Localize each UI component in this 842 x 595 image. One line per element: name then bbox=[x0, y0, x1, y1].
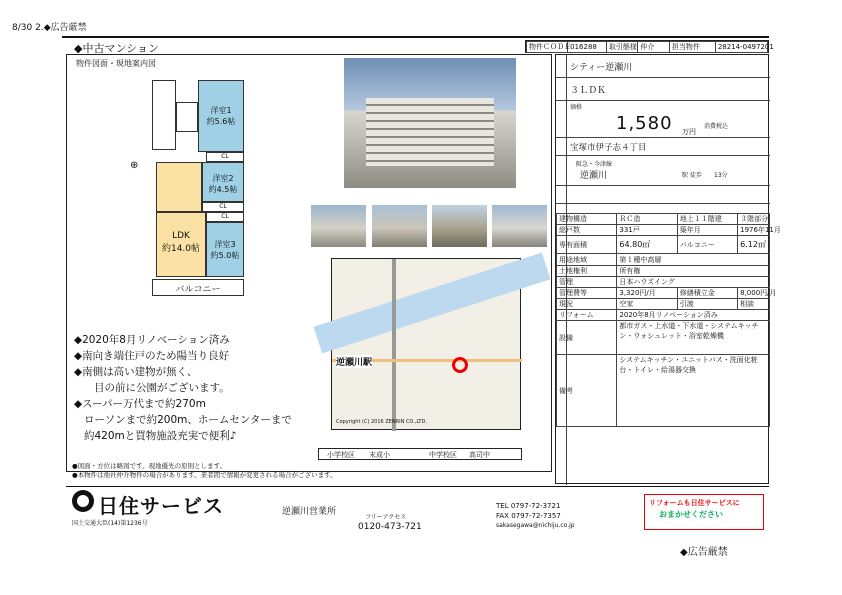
ldk-name: LDK bbox=[172, 231, 190, 241]
property-marker-icon bbox=[452, 357, 468, 373]
floors-label: 地上１１階建 bbox=[677, 214, 737, 225]
closet-1: CL bbox=[206, 152, 244, 162]
type-label: 取引態様 bbox=[606, 42, 638, 53]
location-map bbox=[331, 258, 521, 430]
closet-2: CL bbox=[202, 202, 244, 212]
room2-size: 約4.5帖 bbox=[208, 185, 238, 194]
property-code: 016288 bbox=[568, 42, 607, 53]
elementary-label: 小学校区 bbox=[327, 451, 355, 459]
train-line: 阪急・今津線 bbox=[576, 161, 613, 168]
feature-item: 目の前に公園がございます。 bbox=[94, 382, 230, 394]
company-name: 日住サービス bbox=[98, 494, 224, 518]
ldk-size: 約14.0帖 bbox=[161, 244, 201, 254]
spec-grid bbox=[556, 213, 781, 427]
zoning-value: 第１種中高層 bbox=[617, 254, 770, 266]
fee-value: 3,320円/月 bbox=[617, 288, 677, 299]
units-label: 総戸数 bbox=[557, 225, 617, 236]
divider bbox=[556, 137, 770, 138]
balcony-label: バルコニー bbox=[677, 236, 737, 254]
date-header bbox=[12, 20, 87, 33]
room-western-1 bbox=[198, 80, 244, 152]
price-label: 価格 bbox=[570, 104, 583, 111]
note-line: ●本物件は他社仲介物件の場合があります。業者間で情報が変更される場合がございます。 bbox=[72, 471, 337, 479]
handover-label: 引渡 bbox=[677, 299, 737, 310]
feature-item: ローソンまで約200m、ホームセンターまで bbox=[84, 414, 292, 426]
built-label: 築年月 bbox=[677, 225, 737, 236]
date-text: 8/30 bbox=[12, 23, 33, 33]
room-western-3 bbox=[206, 222, 244, 277]
item-number: 2. bbox=[35, 23, 44, 33]
thumbnail-photo-4 bbox=[492, 205, 547, 247]
free-dial-number: 0120-473-721 bbox=[358, 522, 422, 532]
station-label: 逆瀬川駅 bbox=[336, 355, 372, 368]
elementary-value: 末成小 bbox=[369, 451, 390, 459]
room1-size: 約5.6帖 bbox=[206, 117, 236, 126]
feature-item: 約420mと買物施設充実で便利♪ bbox=[84, 430, 237, 442]
reform-label: リフォーム bbox=[557, 310, 617, 321]
floorplan-title: 物件図面・現地案内図 bbox=[76, 59, 156, 68]
fee-label: 管理費等 bbox=[557, 288, 617, 299]
fax-number: 0797-72-7357 bbox=[511, 512, 561, 520]
features-list bbox=[74, 332, 314, 444]
land-right-label: 土地権利 bbox=[557, 266, 617, 277]
structure-label: 建物構造 bbox=[557, 214, 617, 225]
remarks-value: システムキッチン・ユニットバス・洗面化粧台・トイレ・給湯器交換 bbox=[617, 355, 770, 427]
equipment-value: 都市ガス・上水道・下水道・システムキッチン・ウォシュレット・浴室乾燥機 bbox=[617, 321, 770, 355]
confidential-label-bottom: ◆広告厳禁 bbox=[680, 547, 728, 558]
ad-line-2: おまかせください bbox=[659, 510, 723, 519]
room1-name: 洋室1 bbox=[210, 106, 232, 115]
land-right-value: 所有権 bbox=[617, 266, 770, 277]
divider bbox=[556, 100, 770, 101]
reform-value: 2020年8月リノベーション済み bbox=[617, 310, 770, 321]
area-label: 専有面積 bbox=[557, 236, 617, 254]
divider bbox=[556, 203, 770, 204]
room3-size: 約5.0帖 bbox=[210, 251, 240, 260]
floor-plan-type: ３ＬＤＫ bbox=[570, 86, 607, 96]
price-value: 1,580 bbox=[616, 113, 673, 134]
ad-line-1: リフォームも日住サービスに bbox=[649, 499, 740, 507]
thumbnail-photo-1 bbox=[311, 205, 366, 247]
structure-value: ＲＣ造 bbox=[617, 214, 677, 225]
company-logo-icon bbox=[72, 490, 94, 512]
details-panel bbox=[555, 54, 781, 484]
free-dial-label: フリーアクセス bbox=[365, 514, 407, 521]
room3-name: 洋室3 bbox=[214, 240, 236, 249]
entrance-area bbox=[152, 80, 176, 150]
handover-value: 相談 bbox=[738, 299, 770, 310]
note-line: ●図面・方位は略図です。現地優先の原則とします。 bbox=[72, 462, 227, 470]
feature-item: ◆2020年8月リノベーション済み bbox=[74, 334, 230, 346]
units-value: 331戸 bbox=[617, 225, 677, 236]
equipment-label: 設備 bbox=[557, 321, 617, 355]
property-name: シティー逆瀬川 bbox=[570, 63, 633, 73]
built-value: 1976年11月 bbox=[738, 225, 770, 236]
feature-item: ◆南向き端住戸のため陽当り良好 bbox=[74, 350, 230, 362]
license-number: 国土交通大臣(14)第1236号 bbox=[72, 520, 148, 527]
reserve-label: 修繕積立金 bbox=[677, 288, 737, 299]
status-label: 現況 bbox=[557, 299, 617, 310]
rail-line bbox=[392, 259, 396, 431]
manager-value: 28214-0497201 bbox=[715, 42, 767, 53]
building-facade bbox=[366, 98, 494, 166]
walk-time: 13分 bbox=[714, 172, 728, 179]
feature-item: ◆南側は高い建物が無く、 bbox=[74, 366, 198, 378]
manage-value: 日本ハウズイング bbox=[617, 277, 770, 288]
tel-line: TEL 0797-72-3721 bbox=[496, 502, 561, 510]
divider bbox=[556, 77, 770, 78]
thumbnail-photo-3 bbox=[432, 205, 487, 247]
manage-label: 管理 bbox=[557, 277, 617, 288]
branch-name: 逆瀬川営業所 bbox=[282, 507, 337, 517]
confidential-label-top: ◆広告厳禁 bbox=[43, 23, 87, 33]
type-value: 仲介 bbox=[638, 42, 670, 53]
reserve-value: 8,000円/月 bbox=[738, 288, 770, 299]
nearest-station: 逆瀬川 bbox=[580, 171, 608, 181]
thumbnail-photo-2 bbox=[372, 205, 427, 247]
code-strip bbox=[525, 40, 774, 53]
manager-label: 担当物件 bbox=[669, 42, 715, 53]
footer-rule bbox=[66, 486, 769, 487]
balcony: バルコニー bbox=[152, 279, 244, 296]
tax-note: 消費税込 bbox=[704, 123, 729, 130]
building-photo bbox=[344, 58, 516, 188]
address: 宝塚市伊子志４丁目 bbox=[570, 143, 647, 153]
fax-line: FAX 0797-72-7357 bbox=[496, 512, 561, 520]
floor-value: ３階部分 bbox=[738, 214, 770, 225]
email-address: sakasegawa@nichiju.co.jp bbox=[496, 522, 575, 529]
feature-item: ◆スーパー万代まで約270m bbox=[74, 398, 206, 410]
property-code-label: 物件ＣＯＤＥ bbox=[527, 42, 568, 53]
junior-label: 中学校区 bbox=[429, 451, 457, 459]
remarks-label: 備考 bbox=[557, 355, 617, 427]
notes bbox=[72, 462, 337, 480]
tel-number: 0797-72-3721 bbox=[510, 502, 561, 510]
closet-3: CL bbox=[206, 212, 244, 222]
kitchen-area bbox=[156, 162, 202, 212]
floor-plan bbox=[152, 80, 244, 298]
status-value: 空家 bbox=[617, 299, 677, 310]
balcony-value: 6.12㎡ bbox=[738, 236, 770, 254]
junior-value: 高司中 bbox=[469, 451, 490, 459]
bath-room bbox=[176, 102, 198, 132]
room-western-2 bbox=[202, 162, 244, 202]
area-value: 64.80㎡ bbox=[617, 236, 677, 254]
walk-label: 駅 徒歩 bbox=[682, 172, 702, 179]
school-district bbox=[318, 448, 522, 460]
map-copyright: Copyright (C) 2016 ZENRIN CO.,LTD. bbox=[336, 419, 427, 425]
category-title: ◆中古マンション bbox=[74, 42, 159, 55]
zoning-label: 用途地域 bbox=[557, 254, 617, 266]
room-ldk bbox=[156, 212, 206, 277]
top-rule bbox=[62, 36, 769, 38]
north-arrow-icon: ⊕ bbox=[130, 160, 139, 171]
reform-ad-banner bbox=[644, 494, 764, 530]
divider bbox=[556, 185, 770, 186]
divider bbox=[556, 155, 770, 156]
price-unit: 万円 bbox=[682, 128, 696, 136]
river bbox=[314, 253, 551, 354]
room2-name: 洋室2 bbox=[212, 174, 234, 183]
